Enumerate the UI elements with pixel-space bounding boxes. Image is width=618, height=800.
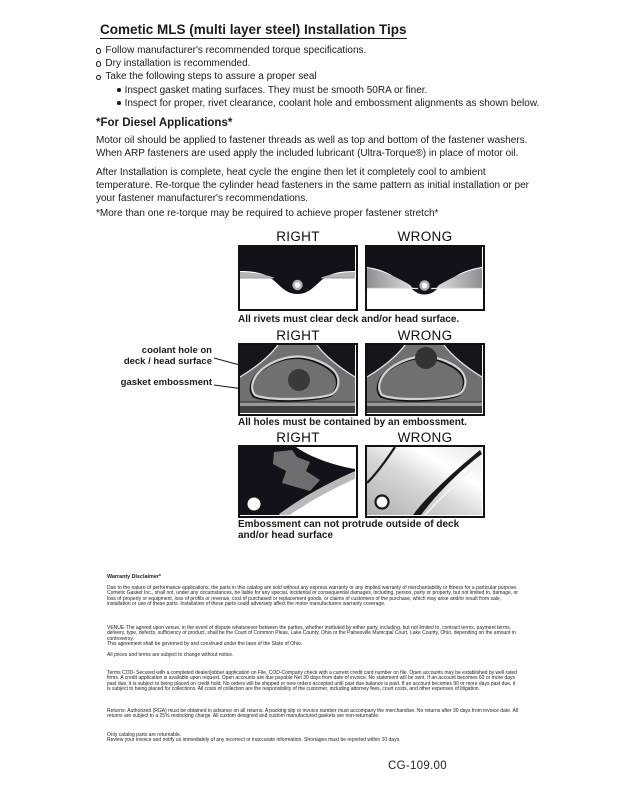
list-item xyxy=(96,44,611,57)
page-code: CG-109.00 xyxy=(388,760,447,772)
list-item xyxy=(96,70,611,83)
hole-diagram-right xyxy=(238,343,358,416)
bullet-text: Inspect gasket mating surfaces. They must be smooth 50RA or finer. xyxy=(124,84,428,96)
list-item xyxy=(117,97,611,110)
prices-line: All prices and terms are subject to change without notice. xyxy=(107,652,234,658)
wrong-header: WRONG xyxy=(397,328,453,343)
bullet-text: Inspect for proper, rivet clearance, coolant hole and embossment alignments as shown below. xyxy=(124,97,540,109)
wrong-header: WRONG xyxy=(397,229,453,244)
diesel-paragraph-2: After Installation is complete, heat cycle the engine then let it completely cool to ambient temperature. Re-torque the cylinder head fasteners in the same pattern as initial installation or per your fastener manufacturer's recommendations. xyxy=(96,167,530,204)
list-item xyxy=(96,57,611,70)
hole-wrong-illustration xyxy=(367,345,482,413)
bullet-text: Take the following steps to assure a proper seal xyxy=(105,71,317,83)
right-header: RIGHT xyxy=(276,328,320,343)
embossment-wrong-illustration xyxy=(367,447,482,515)
rivet-caption: All rivets must clear deck and/or head surface. xyxy=(238,314,460,325)
bullet-text: Dry installation is recommended. xyxy=(105,58,251,70)
diesel-paragraph-1: Motor oil should be applied to fastener threads as well as top and bottom of the fastener washers. When ARP fasteners are used apply the included lubricant (Ultra-Torque®) in place of motor oil. xyxy=(96,135,528,159)
open-bullet-icon xyxy=(96,48,101,53)
catalog-returns-paragraph: Only catalog parts are returnable. Review your invoice and notify us immediately of any incorrect or inaccurate information. Shortages must be reported within 10 days. xyxy=(107,732,401,744)
open-bullet-icon xyxy=(96,61,101,66)
hole-right-illustration xyxy=(240,345,355,413)
gasket-embossment-label: gasket embossment xyxy=(120,377,212,388)
intro-bullet-list xyxy=(96,44,611,110)
embossment-diagram-right xyxy=(238,445,358,518)
embossment-diagram-wrong xyxy=(365,445,485,518)
embossment-right-illustration xyxy=(240,447,355,515)
filled-bullet-icon xyxy=(117,101,121,105)
hole-diagram-wrong xyxy=(365,343,485,416)
coolant-hole-icon xyxy=(415,347,437,369)
rivet-right-illustration xyxy=(240,247,355,308)
bolt-hole-icon xyxy=(376,496,389,509)
coolant-hole-icon xyxy=(288,369,310,391)
coolant-hole-label: coolant hole on deck / head surface xyxy=(123,345,212,367)
diesel-heading: *For Diesel Applications* xyxy=(96,117,233,129)
returns-paragraph: Returns- Authorized (RGA) must be obtained in advance on all returns. A packing slip or invoice number must accompany the merchandise. No returns after 30 days from invoice date. All returns are subject to a 25% restocking charge. All custom designed and custom manufactured gaskets are non-returnable. xyxy=(107,708,519,720)
diesel-paragraph-3: *More than one re-torque may be required to achieve proper fastener stretch* xyxy=(96,208,439,219)
rivet-wrong-illustration xyxy=(367,247,482,308)
embossment-caption: Embossment can not protrude outside of deck and/or head surface xyxy=(238,519,460,541)
wrong-header: WRONG xyxy=(397,430,453,445)
bolt-hole-icon xyxy=(248,498,261,511)
rivet-diagram-right xyxy=(238,245,358,311)
hole-caption: All holes must be contained by an embossment. xyxy=(238,417,467,428)
warranty-disclaimer-heading: Warranty Disclaimer* xyxy=(107,574,162,580)
terms-paragraph: Terms COD- Secured with a completed dealer/jobber application on File, COD-Company check with a current credit card number on file. Open accounts may be established by well rated firms. A credit application is available upon request. Open accounts are due payable Net 30 days from date of invoice. No statement will be sent. If an account becomes 60 or more days past due, it is subject to being placed on credit hold. No orders will be shipped or new orders accepted until past due balance is paid. If an account becomes 90 or more days past due, it is subject to being placed for collections. All costs of collection are the responsibility of the customer, including attorney fees, court costs, and other expenses of litigation. xyxy=(107,670,517,692)
right-header: RIGHT xyxy=(276,430,320,445)
open-bullet-icon xyxy=(96,75,101,80)
rivet-diagram-wrong xyxy=(365,245,485,311)
right-header: RIGHT xyxy=(276,229,320,244)
list-item xyxy=(117,84,611,97)
bullet-text: Follow manufacturer's recommended torque specifications. xyxy=(105,45,367,56)
page-title: Cometic MLS (multi layer steel) Installation Tips xyxy=(100,22,407,37)
warranty-paragraph: Due to the nature of performance applications, the parts in this catalog are sold without any express warranty or any implied warranty of merchantability or fitness for a particular purpose. Cometic Gasket Inc., shall not, under any circumstances, be liable for any special, incidental or consequential damages, including, person, party or property, but not limited to, damage, or loss of property or equipment, loss of profits or revenue, cost of purchased or replacement goods, or claims of customers of the purchase, which may arise and/or result from sale, installation or use of these parts. Installation of these parts could adversely affect the motor manufacturers warranty coverage. xyxy=(107,585,518,607)
filled-bullet-icon xyxy=(117,88,121,92)
venue-paragraph: VENUE-The agreed upon venue, in the event of dispute whatsoever between the parties, whether instituted by either party, including, but not limited to, contract terms, payment terms, delivery, type, defects, sufficiency of product, shall be the Court of Common Pleas, Lake County, Ohio or the Painesville Municipal Court, Lake County, Ohio, depending on the amount in controversy. This agreement shall be governed by and construed under the laws of the State of Ohio. xyxy=(107,625,516,647)
